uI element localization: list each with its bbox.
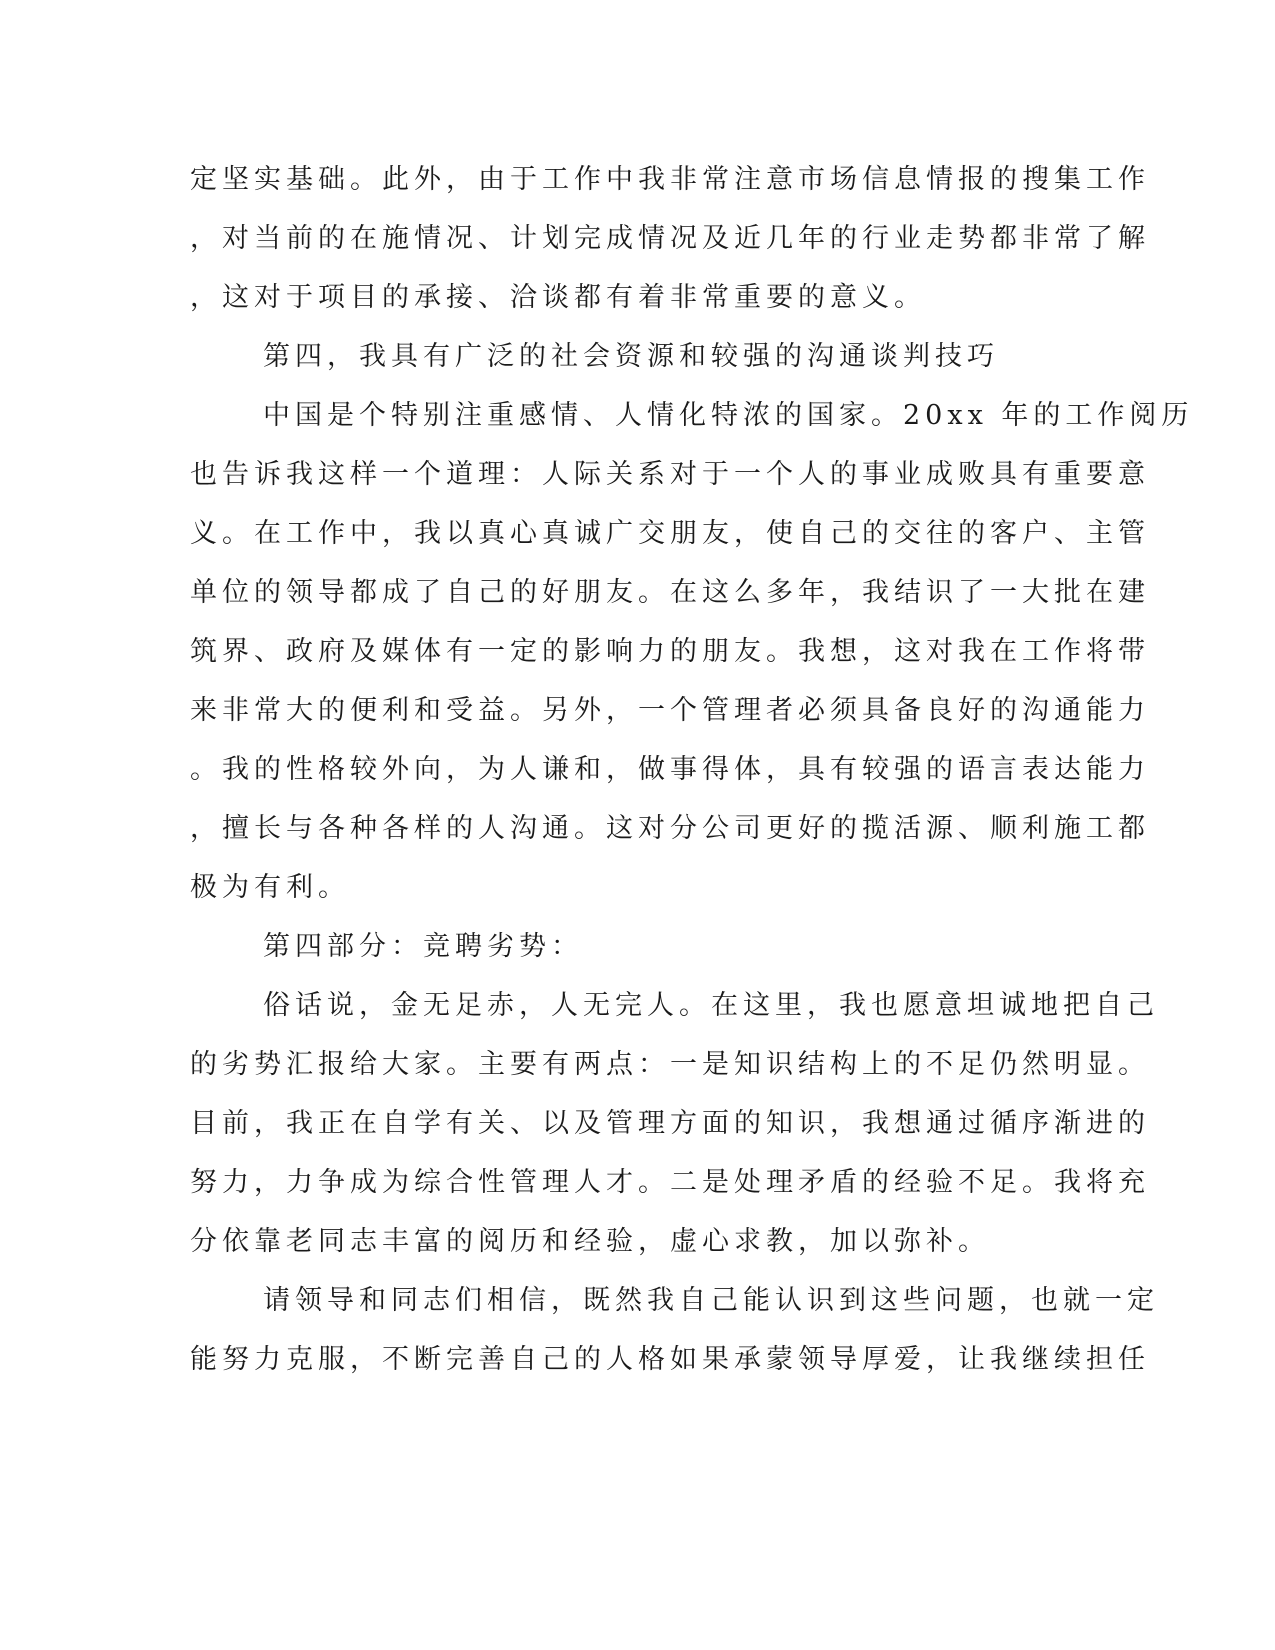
text-line: 请领导和同志们相信，既然我自己能认识到这些问题，也就一定 xyxy=(263,1285,1159,1316)
text-line: 。我的性格较外向，为人谦和，做事得体，具有较强的语言表达能力 xyxy=(190,754,1150,785)
text-line: 目前，我正在自学有关、以及管理方面的知识，我想通过循序渐进的 xyxy=(190,1108,1150,1139)
text-line: 能努力克服，不断完善自己的人格如果承蒙领导厚爱，让我继续担任 xyxy=(190,1344,1150,1375)
section-heading: 第四部分：竞聘劣势： xyxy=(263,931,583,962)
text-line: 分依靠老同志丰富的阅历和经验，虚心求教，加以弥补。 xyxy=(190,1226,990,1257)
text-line: 极为有利。 xyxy=(190,872,350,903)
text-line: 也告诉我这样一个道理：人际关系对于一个人的事业成败具有重要意 xyxy=(190,459,1150,490)
text-line: 单位的领导都成了自己的好朋友。在这么多年，我结识了一大批在建 xyxy=(190,577,1150,608)
text-line: 的劣势汇报给大家。主要有两点：一是知识结构上的不足仍然明显。 xyxy=(190,1049,1150,1080)
section-heading: 第四，我具有广泛的社会资源和较强的沟通谈判技巧 xyxy=(263,341,999,372)
text-line: 俗话说，金无足赤，人无完人。在这里，我也愿意坦诚地把自己 xyxy=(263,990,1159,1021)
text-line: 筑界、政府及媒体有一定的影响力的朋友。我想，这对我在工作将带 xyxy=(190,636,1150,667)
text-line: ，擅长与各种各样的人沟通。这对分公司更好的揽活源、顺利施工都 xyxy=(190,813,1150,844)
text-line: ，对当前的在施情况、计划完成情况及近几年的行业走势都非常了解 xyxy=(190,223,1150,254)
text-line: 义。在工作中，我以真心真诚广交朋友，使自己的交往的客户、主管 xyxy=(190,518,1150,549)
text-line: ，这对于项目的承接、洽谈都有着非常重要的意义。 xyxy=(190,282,926,313)
text-line: 中国是个特别注重感情、人情化特浓的国家。20xx 年的工作阅历 xyxy=(263,400,1194,431)
text-line: 来非常大的便利和受益。另外，一个管理者必须具备良好的沟通能力 xyxy=(190,695,1150,726)
text-line: 定坚实基础。此外，由于工作中我非常注意市场信息情报的搜集工作 xyxy=(190,164,1150,195)
text-line: 努力，力争成为综合性管理人才。二是处理矛盾的经验不足。我将充 xyxy=(190,1167,1150,1198)
